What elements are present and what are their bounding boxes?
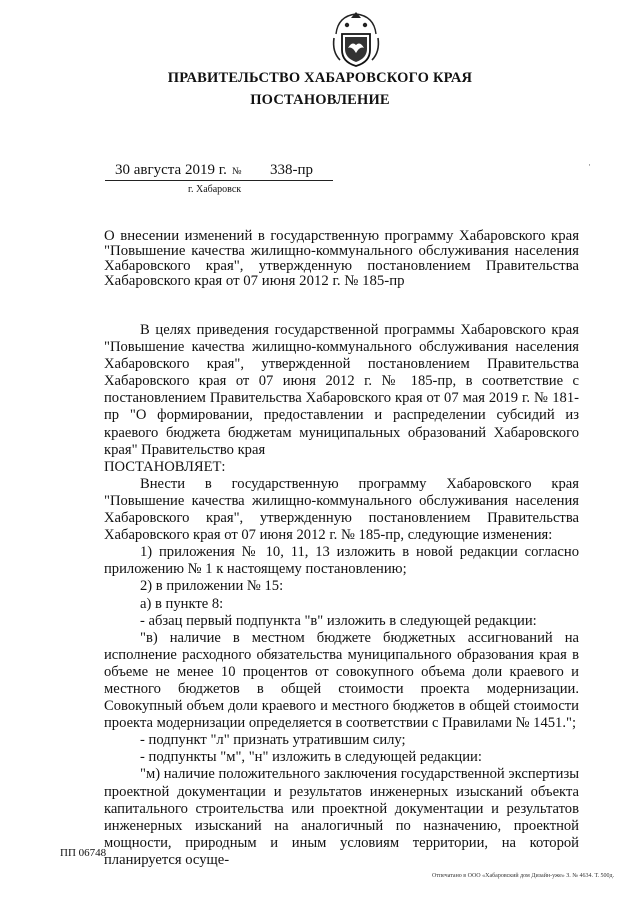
coat-of-arms-icon <box>330 8 382 68</box>
paragraph: 2) в приложении № 15: <box>140 578 284 595</box>
document-title: О внесении изменений в государственную программу Хабаровского края "Повышение качества жилищно-коммунального обслуживания населения Хабаровского края", утвержденную постановлением Правительства Хабаровского края от 07 июня 2012 г. № 185-пр <box>104 228 579 289</box>
city: г. Хабаровск <box>188 184 242 195</box>
paragraph: В целях приведения государственной программы Хабаровского края "Повышение качества жилищно-коммунального обслуживания населения Хабаровского края", утвержденной постановлением Правительства Хабаровского края от 07 июня 2012 г. № 185-пр, в соответствие с постановлением Правительства Хабаровского края от 07 мая 2019 г. № 181-пр "О формировании, предоставлении и распределении субсидий из краевого бюджета бюджетам муниципальных образований Хабаровского края" Правительство края <box>104 322 579 458</box>
paragraph-decree: ПОСТАНОВЛЯЕТ: <box>104 458 226 475</box>
paragraph: - подпункт "л" признать утратившим силу; <box>140 732 406 749</box>
scan-mark: · <box>588 160 591 170</box>
paragraph: - абзац первый подпункта "в" изложить в следующей редакции: <box>140 612 537 629</box>
paragraph: а) в пункте 8: <box>140 595 224 612</box>
organization-title: ПРАВИТЕЛЬСТВО ХАБАРОВСКОГО КРАЯ <box>167 70 473 86</box>
document-type: ПОСТАНОВЛЕНИЕ <box>250 92 390 108</box>
number-sign: № <box>232 166 242 177</box>
paragraph: Внести в государственную программу Хабаровского края "Повышение качества жилищно-коммунального обслуживания населения Хабаровского края", утвержденную постановлением Правительства Хабаровского края от 07 июня 2012 г. № 185-пр, следующие изменения: <box>104 475 579 544</box>
document-date: 30 августа 2019 г. <box>115 162 227 178</box>
printer-note: Отпечатано в ООО «Хабаровский дом Дизайн-уже» З. № 4634. Т. 500д. <box>432 873 615 879</box>
paragraph: - подпункты "м", "н" изложить в следующей редакции: <box>140 749 482 766</box>
document-body <box>104 322 579 869</box>
document-code: ПП 06748 <box>60 847 107 859</box>
paragraph: "в) наличие в местном бюджете бюджетных ассигнований на исполнение расходного обязательства муниципального образования края в объеме не менее 10 процентов от совокупного объема доли краевого и местного бюджетов в общей стоимости проекта модернизации. Совокупный объем доли краевого и местного бюджетов в общей стоимости проекта модернизации определяется в соответствии с Правилами № 1451."; <box>104 629 579 732</box>
document-number: 338-пр <box>270 162 314 178</box>
paragraph: "м) наличие положительного заключения государственной экспертизы проектной документации и результатов инженерных изысканий объекта капитального строительства или проектной документации и результатов инженерных изысканий на аналогичный по назначению, проектной мощности, природным и иным условиям территории, на которой планируется осуще- <box>104 766 580 868</box>
paragraph: 1) приложения № 10, 11, 13 изложить в новой редакции согласно приложению № 1 к настоящему постановлению; <box>104 544 579 578</box>
